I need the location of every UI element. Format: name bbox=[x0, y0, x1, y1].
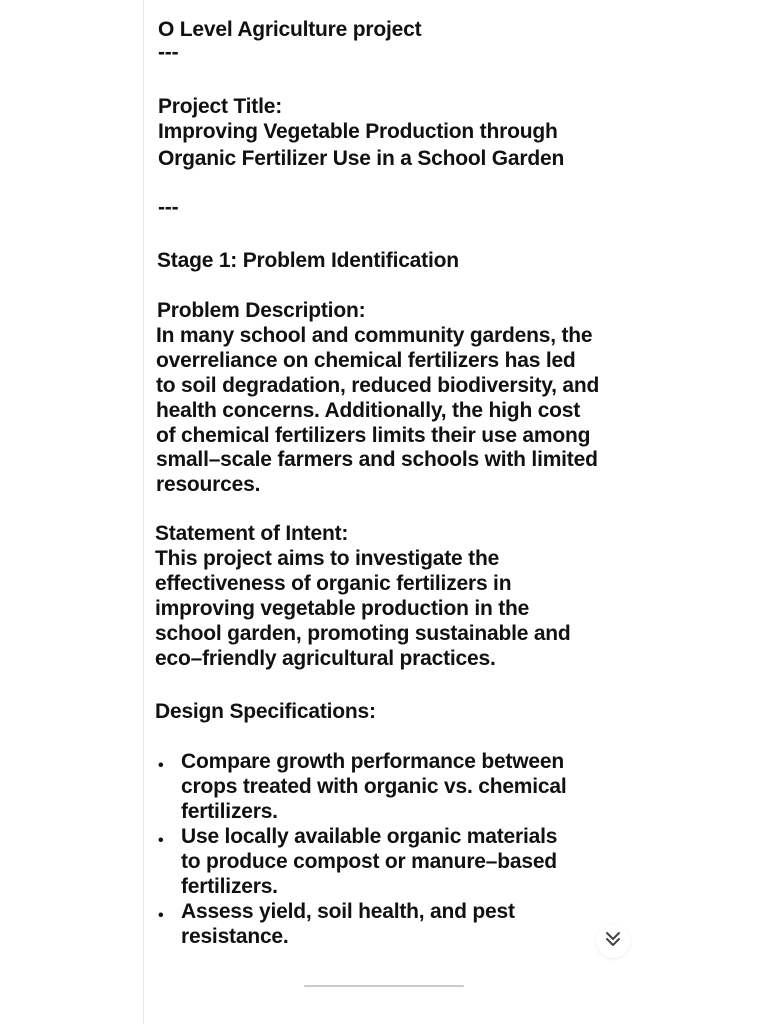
specification-line: crops treated with organic vs. chemical bbox=[181, 775, 567, 798]
double-chevron-down-icon bbox=[604, 930, 622, 953]
project-title-label: Project Title: bbox=[158, 95, 283, 118]
problem-description-line: of chemical fertilizers limits their use among bbox=[156, 424, 591, 447]
statement-of-intent-line: improving vegetable production in the bbox=[155, 597, 530, 620]
statement-of-intent-line: eco–friendly agricultural practices. bbox=[155, 647, 496, 670]
specification-line: resistance. bbox=[181, 925, 289, 948]
specification-line: Compare growth performance between bbox=[181, 750, 564, 773]
specification-line: to produce compost or manure–based bbox=[181, 850, 557, 873]
separator: --- bbox=[158, 41, 179, 64]
bullet-icon: • bbox=[158, 757, 164, 774]
scroll-down-button[interactable] bbox=[596, 924, 630, 958]
bullet-icon: • bbox=[158, 907, 164, 924]
document-heading: O Level Agriculture project bbox=[158, 18, 422, 41]
problem-description-line: overreliance on chemical fertilizers has led bbox=[156, 349, 576, 372]
statement-of-intent-line: effectiveness of organic fertilizers in bbox=[155, 572, 512, 595]
problem-description-line: to soil degradation, reduced biodiversity, and bbox=[156, 374, 600, 397]
problem-description-line: resources. bbox=[156, 473, 261, 496]
project-title-line: Improving Vegetable Production through bbox=[158, 120, 558, 143]
design-specifications-label: Design Specifications: bbox=[155, 700, 376, 723]
problem-description-line: small–scale farmers and schools with limited bbox=[156, 448, 598, 471]
separator: --- bbox=[158, 196, 179, 219]
problem-description-label: Problem Description: bbox=[157, 299, 366, 322]
home-indicator bbox=[304, 985, 464, 987]
statement-of-intent-line: This project aims to investigate the bbox=[155, 547, 500, 570]
statement-of-intent-line: school garden, promoting sustainable and bbox=[155, 622, 571, 645]
problem-description-line: health concerns. Additionally, the high cost bbox=[156, 399, 581, 422]
bullet-icon: • bbox=[158, 832, 164, 849]
specification-line: Use locally available organic materials bbox=[181, 825, 558, 848]
specification-line: Assess yield, soil health, and pest bbox=[181, 900, 515, 923]
stage-heading: Stage 1: Problem Identification bbox=[157, 249, 459, 272]
specification-line: fertilizers. bbox=[181, 800, 278, 823]
project-title-line: Organic Fertilizer Use in a School Garden bbox=[158, 147, 565, 170]
problem-description-line: In many school and community gardens, the bbox=[156, 324, 593, 347]
specification-line: fertilizers. bbox=[181, 875, 278, 898]
statement-of-intent-label: Statement of Intent: bbox=[155, 522, 349, 545]
